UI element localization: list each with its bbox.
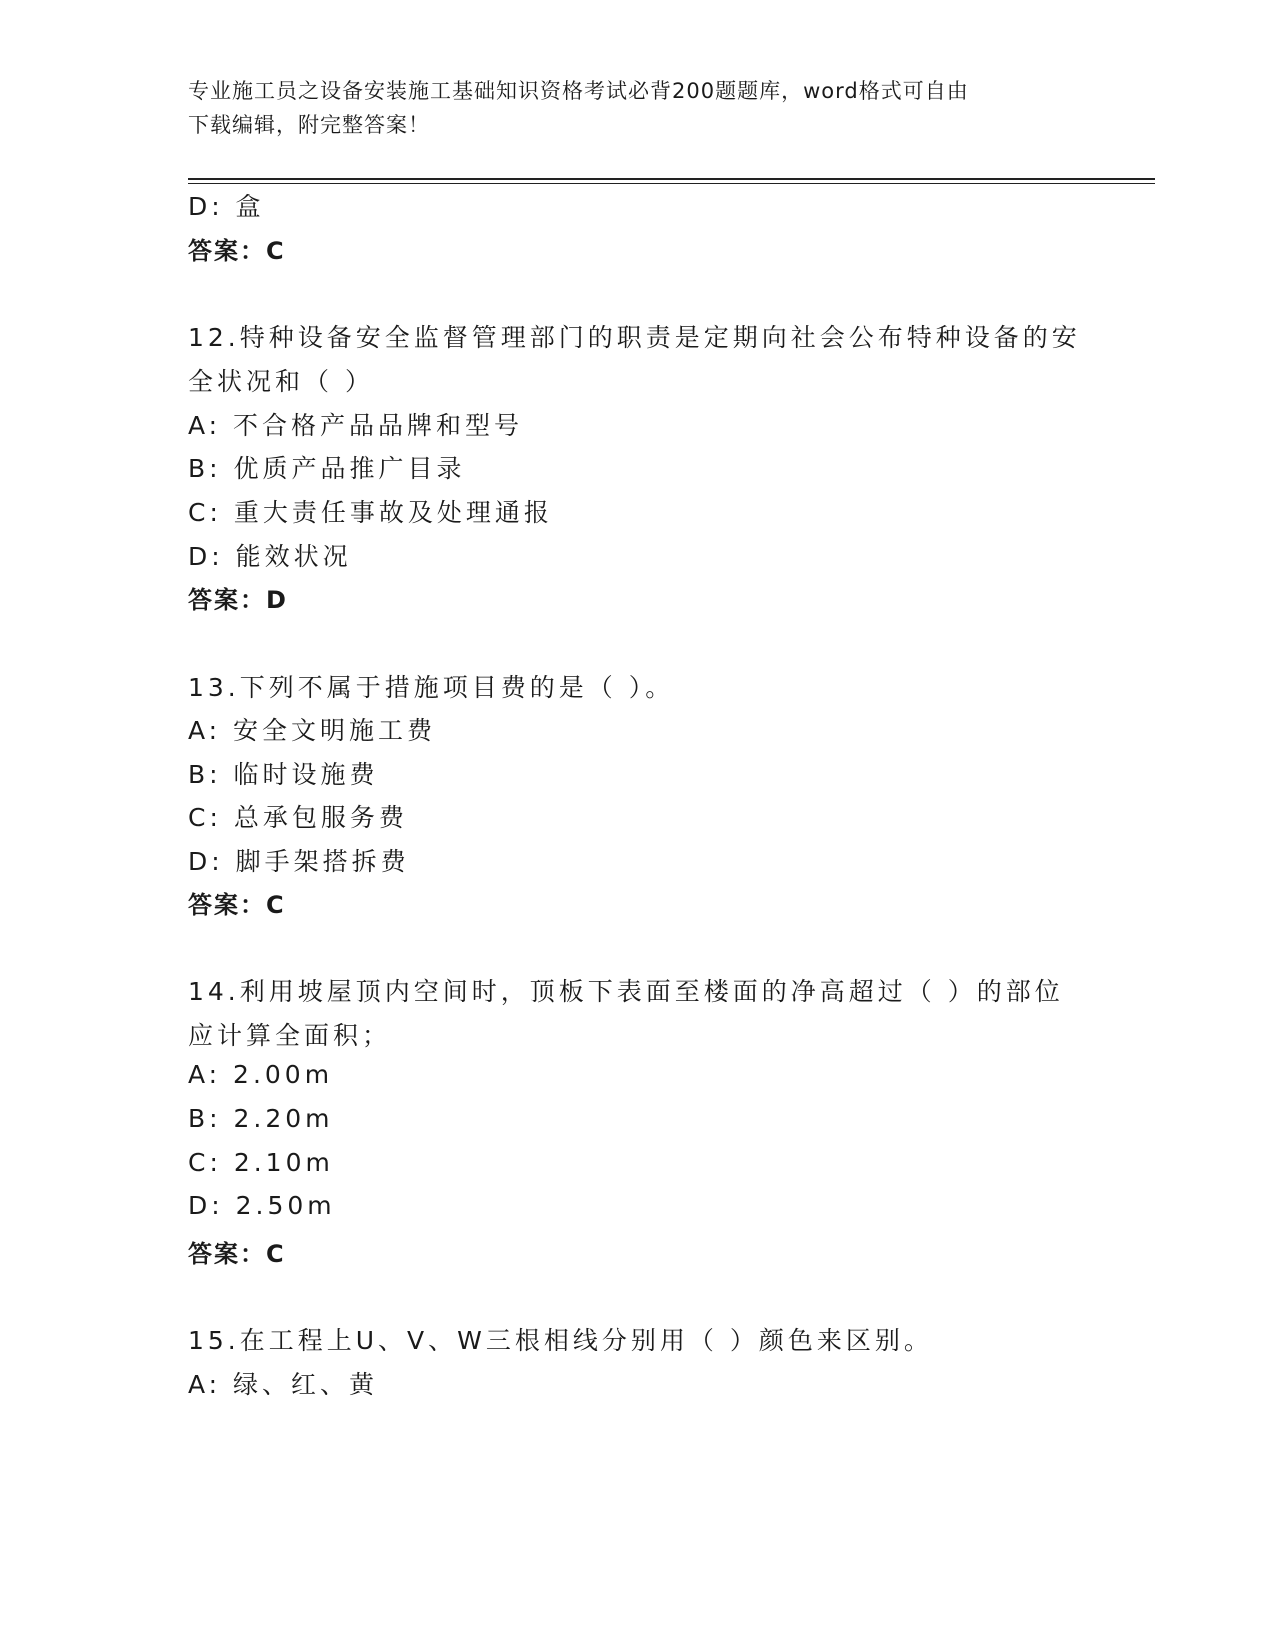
header-divider-thick <box>188 178 1155 180</box>
q12-option-b: B: 优质产品推广目录 <box>188 454 466 483</box>
q13-answer: 答案：C <box>188 891 286 919</box>
prev-answer: 答案：C <box>188 237 286 265</box>
header-divider-thin <box>188 183 1155 184</box>
q13-option-a: A: 安全文明施工费 <box>188 716 437 745</box>
q13-stem-line-1: 13.下列不属于措施项目费的是（ ）。 <box>188 673 675 702</box>
q14-option-b: B: 2.20m <box>188 1104 334 1133</box>
q12-stem-line-2: 全状况和（ ） <box>188 367 374 396</box>
q15-option-a: A: 绿、红、黄 <box>188 1370 379 1399</box>
q14-option-d: D: 2.50m <box>188 1191 336 1220</box>
q12-stem-line-1: 12.特种设备安全监督管理部门的职责是定期向社会公布特种设备的安 <box>188 323 1081 352</box>
q14-stem-line-1: 14.利用坡屋顶内空间时，顶板下表面至楼面的净高超过（ ）的部位 <box>188 977 1064 1006</box>
q14-answer: 答案：C <box>188 1240 286 1268</box>
q15-stem-line-1: 15.在工程上U、V、W三根相线分别用（ ）颜色来区别。 <box>188 1326 933 1355</box>
prev-option-d: D: 盒 <box>188 192 265 221</box>
q12-option-a: A: 不合格产品品牌和型号 <box>188 411 524 440</box>
header-line-2: 下载编辑，附完整答案！ <box>188 113 430 137</box>
q12-option-d: D: 能效状况 <box>188 542 352 571</box>
q12-option-c: C: 重大责任事故及处理通报 <box>188 498 553 527</box>
header-line-1: 专业施工员之设备安装施工基础知识资格考试必背200题题库，word格式可自由 <box>188 79 969 103</box>
q14-option-a: A: 2.00m <box>188 1060 334 1089</box>
q14-option-c: C: 2.10m <box>188 1148 334 1177</box>
q13-option-d: D: 脚手架搭拆费 <box>188 847 410 876</box>
q13-option-c: C: 总承包服务费 <box>188 803 408 832</box>
q12-answer: 答案：D <box>188 586 288 614</box>
q13-option-b: B: 临时设施费 <box>188 760 379 789</box>
document-header <box>188 74 1088 142</box>
q14-stem-line-2: 应计算全面积； <box>188 1021 392 1050</box>
